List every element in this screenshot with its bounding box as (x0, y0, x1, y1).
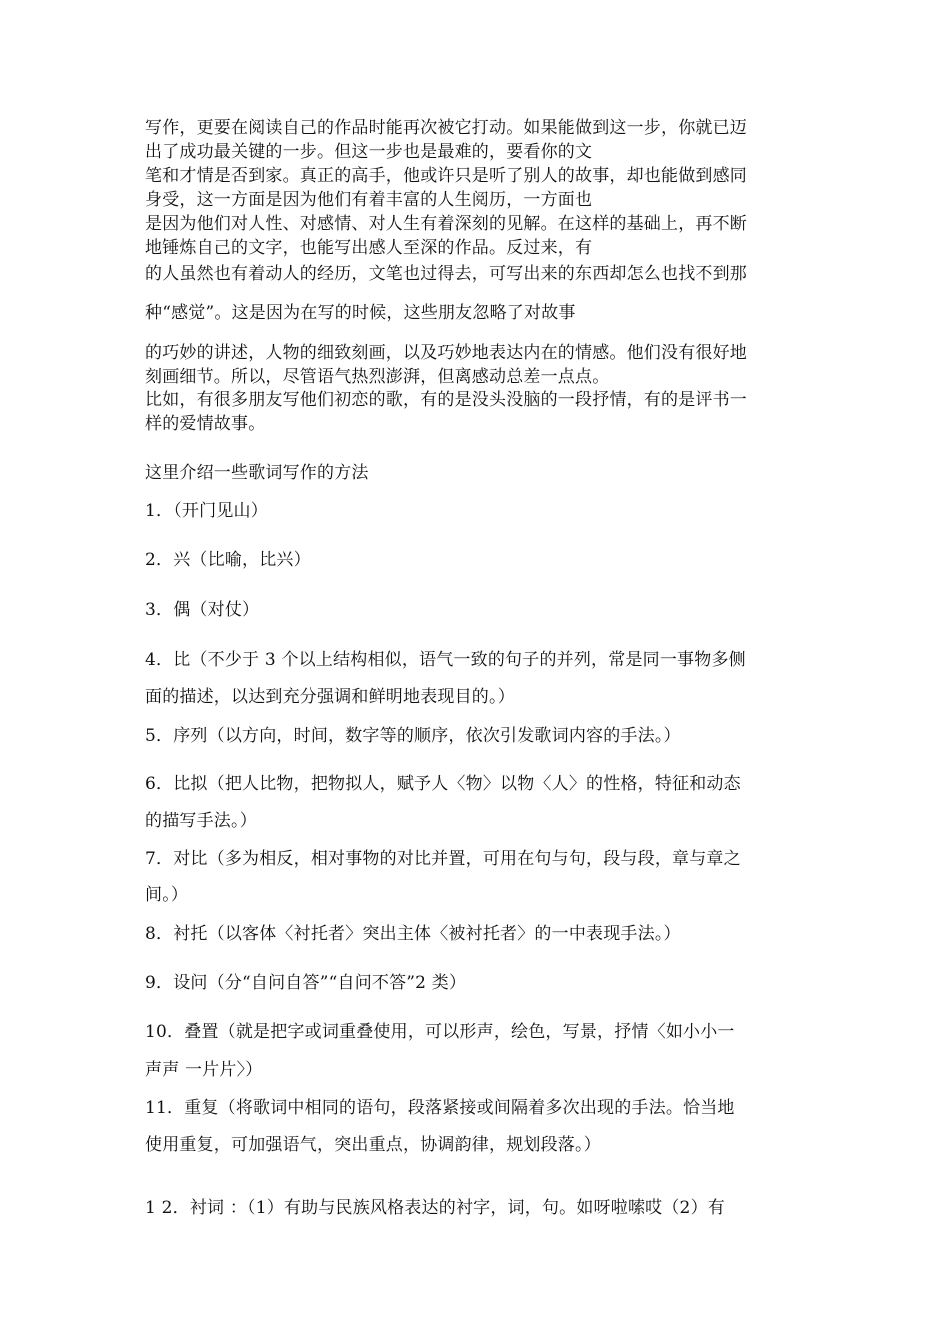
intro-line: 身受，这一方面是因为他们有着丰富的人生阅历，一方面也 (145, 190, 593, 210)
method-line: 2．兴（比喻，比兴） (145, 550, 311, 570)
method-line: 间。） (145, 885, 189, 905)
method-line: 9．设问（分“自问自答”“自问不答”2 类） (145, 973, 467, 993)
intro-line: 种“感觉”。这是因为在写的时候，这些朋友忽略了对故事 (145, 303, 576, 323)
method-line: 7．对比（多为相反，相对事物的对比并置，可用在句与句，段与段，章与章之 (145, 849, 741, 869)
method-line: 声声 一片片〉） (145, 1060, 263, 1080)
method-line: 10．叠置（就是把字或词重叠使用，可以形声，绘色，写景，抒情〈如小小一 (145, 1022, 735, 1042)
method-line: 使用重复，可加强语气，突出重点，协调韵律，规划段落。） (145, 1135, 601, 1155)
method-line: 8．衬托（以客体〈衬托者〉突出主体〈被衬托者〉的一中表现手法。） (145, 924, 681, 944)
intro-line: 出了成功最关键的一步。但这一步也是最难的，要看你的文 (145, 142, 593, 162)
section-title: 这里介绍一些歌词写作的方法 (145, 463, 369, 483)
intro-line: 笔和才情是否到家。真正的高手，他或许只是听了别人的故事，却也能做到感同 (145, 166, 747, 186)
intro-line: 是因为他们对人性、对感情、对人生有着深刻的见解。在这样的基础上，再不断 (145, 214, 747, 234)
method-line: 3．偶（对仗） (145, 600, 260, 620)
method-line: 11．重复（将歌词中相同的语句，段落紧接或间隔着多次出现的手法。恰当地 (145, 1098, 735, 1118)
intro-line: 比如，有很多朋友写他们初恋的歌，有的是没头没脑的一段抒情，有的是评书一 (145, 390, 747, 410)
method-line: 1 2．衬词 ：（1）有助与民族风格表达的衬字，词，句。如呀啦嗦哎（2）有 (145, 1198, 725, 1218)
method-line: 6．比拟（把人比物，把物拟人，赋予人〈物〉以物〈人〉的性格，特征和动态 (145, 774, 741, 794)
intro-line: 样的爱情故事。 (145, 414, 266, 434)
method-line: 面的描述，以达到充分强调和鲜明地表现目的。） (145, 687, 515, 707)
intro-line: 地锤炼自己的文字，也能写出感人至深的作品。反过来，有 (145, 238, 593, 258)
method-line: 的描写手法。） (145, 811, 257, 831)
method-line: 4．比（不少于 3 个以上结构相似，语气一致的句子的并列，常是同一事物多侧 (145, 650, 746, 670)
intro-line: 的人虽然也有着动人的经历，文笔也过得去，可写出来的东西却怎么也找不到那 (145, 264, 747, 284)
intro-line: 刻画细节。所以，尽管语气热烈澎湃，但离感动总差一点点。 (145, 367, 610, 387)
method-line: 1．（开门见山） (145, 501, 268, 521)
intro-line: 的巧妙的讲述，人物的细致刻画，以及巧妙地表达内在的情感。他们没有很好地 (145, 343, 747, 363)
method-line: 5．序列（以方向，时间，数字等的顺序，依次引发歌词内容的手法。） (145, 726, 681, 746)
intro-line: 写作，更要在阅读自己的作品时能再次被它打动。如果能做到这一步，你就已迈 (145, 118, 747, 138)
